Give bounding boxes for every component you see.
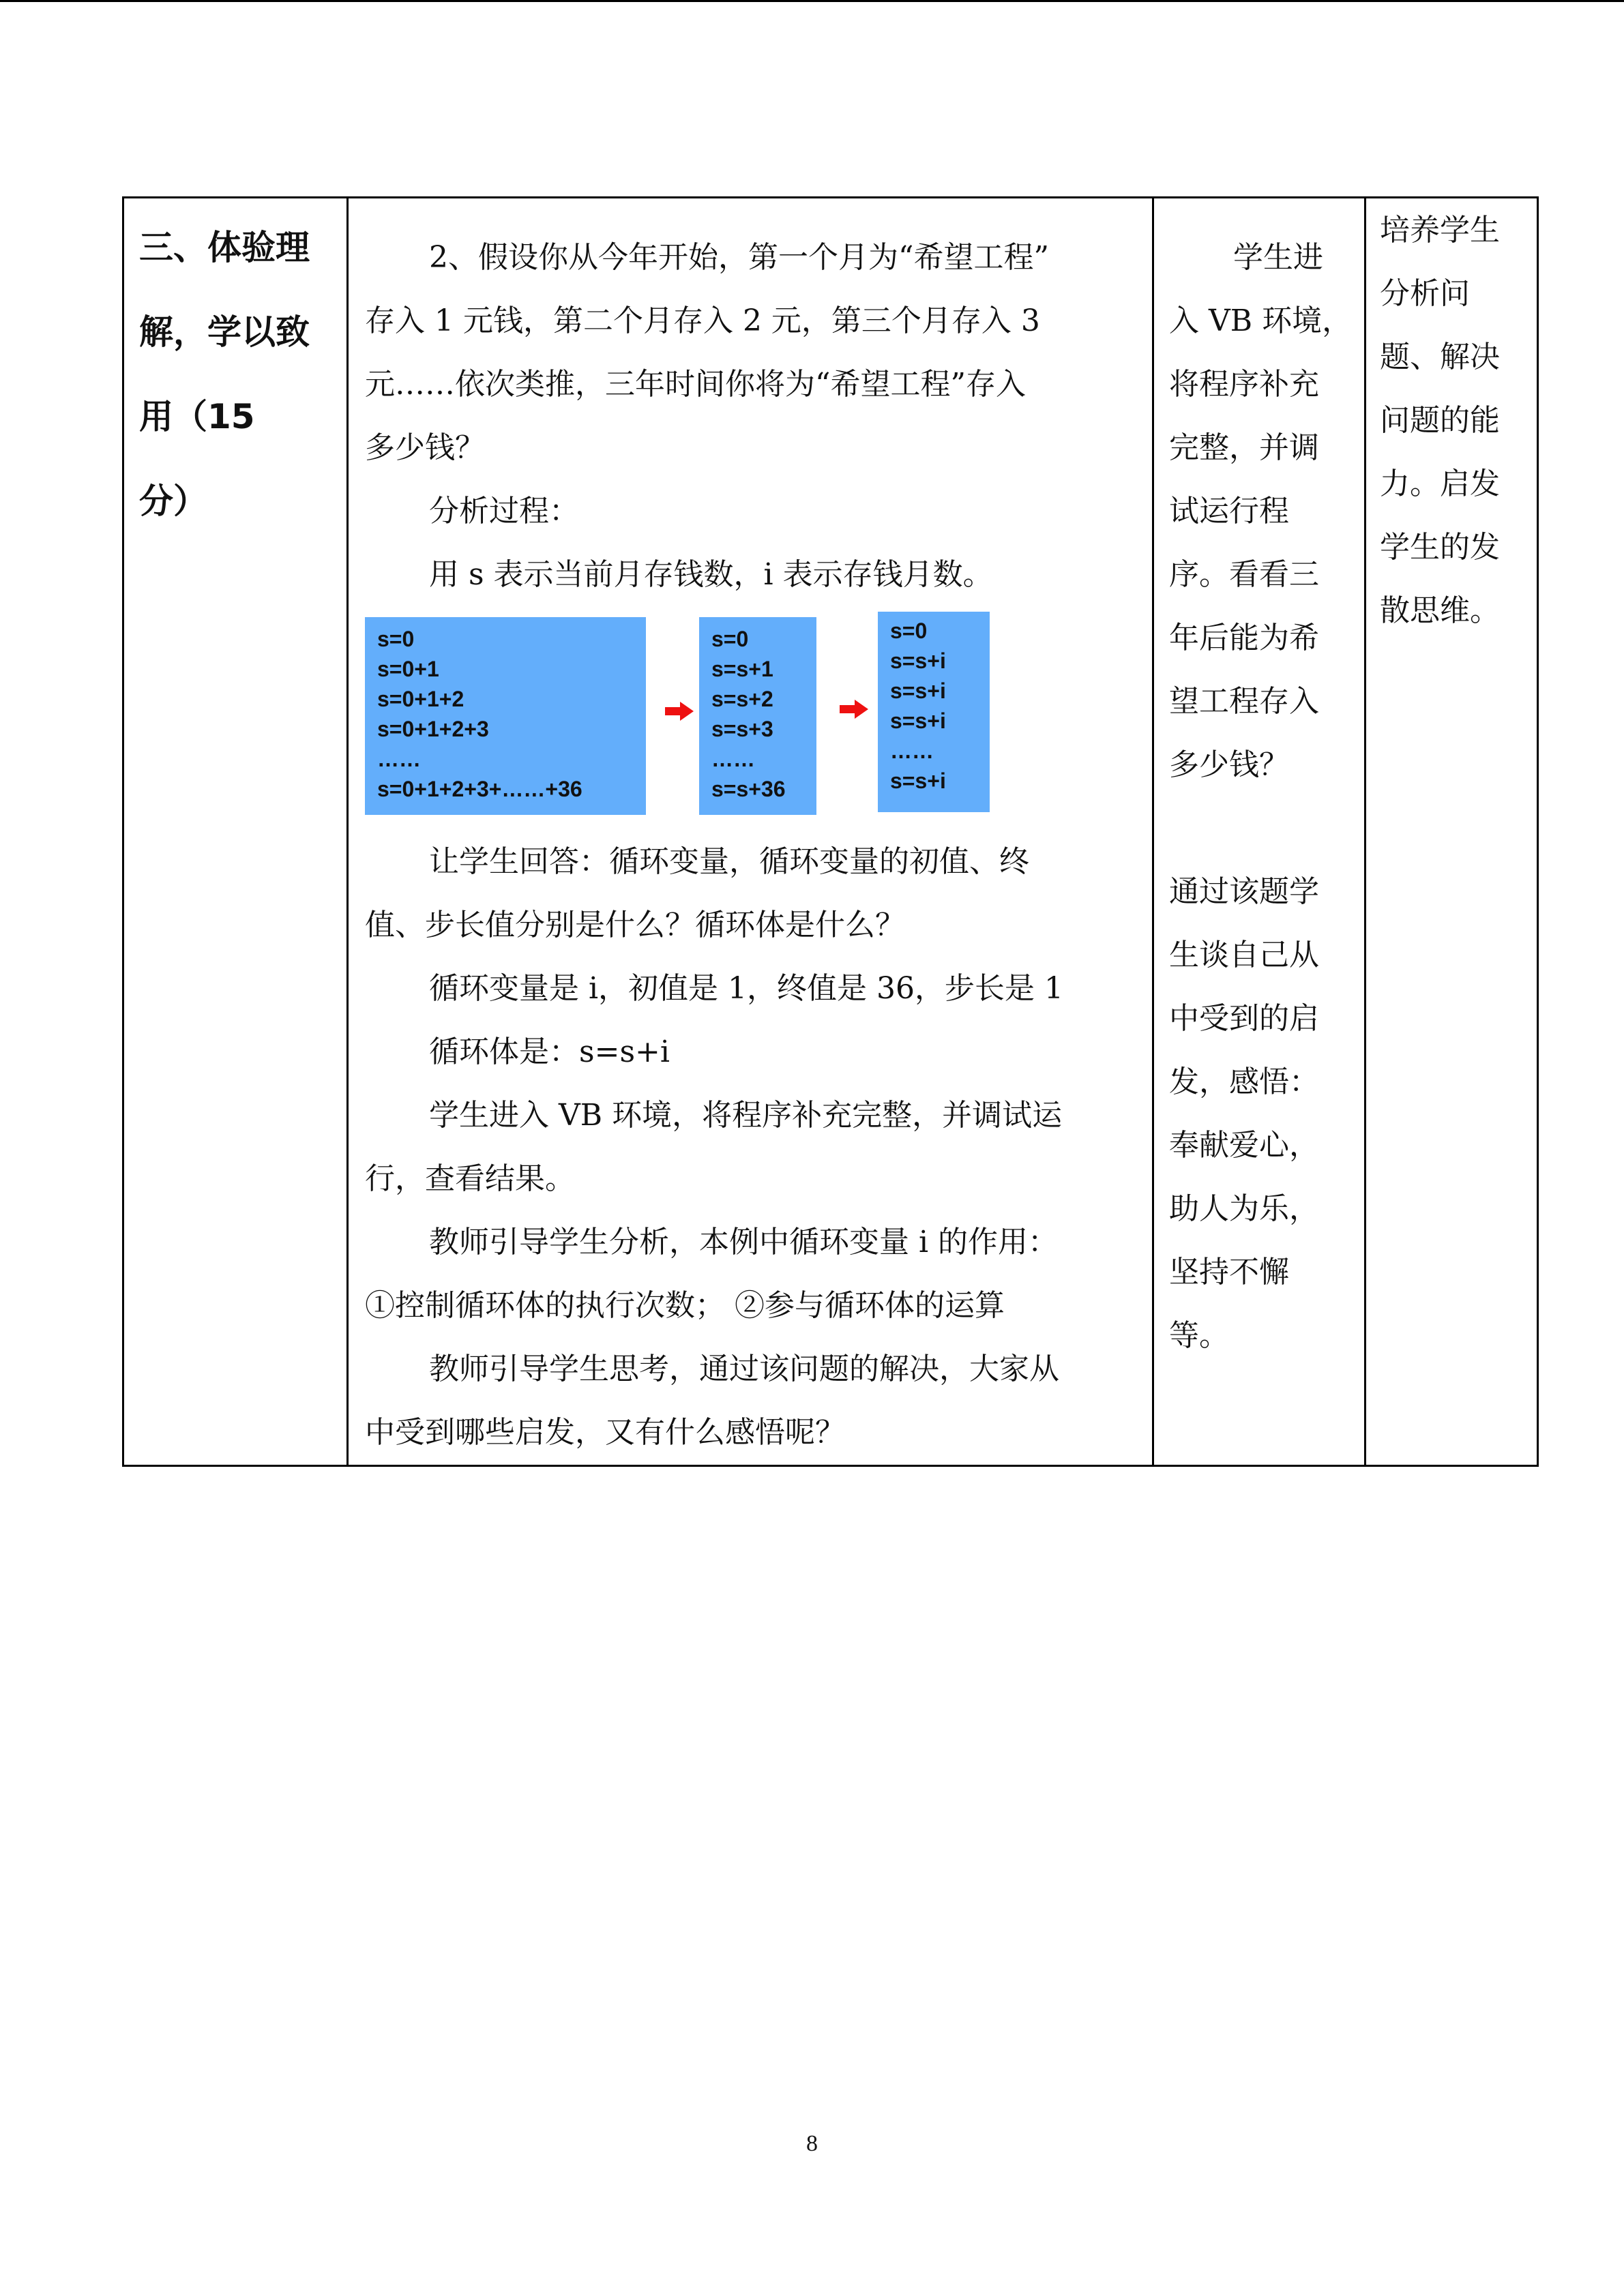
- page-top-border: [0, 0, 1624, 2]
- vb-instruction-line: 学生进入 VB 环境，将程序补充完整，并调试运: [429, 1098, 1063, 1133]
- stage-title: [124, 198, 346, 543]
- guide-analysis-line: ①控制循环体的执行次数； ②参与循环体的运算: [365, 1288, 1005, 1323]
- diagram-line: s=s+i: [890, 648, 946, 673]
- goal-line: 学生的发: [1380, 530, 1500, 565]
- activity-line: 完整，并调: [1169, 430, 1319, 465]
- problem-line: 多少钱？: [365, 430, 485, 465]
- guide-analysis-line: 教师引导学生分析，本例中循环变量 i 的作用：: [429, 1225, 1059, 1259]
- guide-think-line: 中受到哪些启发，又有什么感悟呢？: [365, 1415, 845, 1450]
- problem-line: 元……依次类推，三年时间你将为“希望工程”存入: [365, 367, 1026, 402]
- recurrence-box: [699, 617, 816, 815]
- page-number: 8: [806, 2131, 818, 2156]
- reflection-line: 等。: [1169, 1318, 1229, 1353]
- stage-title-line: 分）: [139, 481, 207, 521]
- activity-line: 入 VB 环境，: [1169, 303, 1353, 338]
- answer-loop-body: 循环体是：s=s+i: [429, 1034, 670, 1069]
- sum-expansion-box: [365, 617, 646, 815]
- goal-line: 力。启发: [1380, 466, 1500, 501]
- lesson-plan-table: [122, 196, 1539, 1467]
- goal-line: 问题的能: [1380, 403, 1500, 438]
- problem-line: 存入 1 元钱，第二个月存入 2 元，第三个月存入 3: [365, 303, 1040, 338]
- goal-line: 分析问: [1380, 276, 1470, 311]
- activity-line: 望工程存入: [1169, 684, 1319, 719]
- analysis-heading: 分析过程：: [429, 494, 579, 528]
- diagram-line: s=s+i: [890, 769, 946, 793]
- reflection-line: 中受到的启: [1169, 1001, 1319, 1036]
- analysis-line: 用 s 表示当前月存钱数，i 表示存钱月数。: [429, 557, 993, 592]
- activity-line: 学生进: [1233, 240, 1323, 275]
- loop-body-box: [878, 612, 990, 812]
- right-arrow-icon: [840, 698, 868, 720]
- diagram-line: s=0+1+2: [377, 687, 464, 711]
- activity-line: 序。看看三: [1169, 557, 1319, 592]
- student-activity-cell: [1153, 198, 1365, 1466]
- right-arrow-icon: [665, 700, 694, 722]
- goal-line: 培养学生: [1380, 213, 1500, 248]
- goal-line: 散思维。: [1380, 593, 1500, 628]
- reflection-line: 奉献爱心，: [1169, 1128, 1319, 1163]
- accumulation-diagram: [365, 612, 1137, 830]
- activity-line: 将程序补充: [1169, 367, 1319, 402]
- diagram-line: ……: [711, 747, 755, 771]
- diagram-line: s=0+1+2+3+……+36: [377, 777, 582, 801]
- diagram-line: s=0: [890, 618, 928, 643]
- diagram-line: s=s+i: [890, 679, 946, 703]
- stage-title-line: 用（15: [139, 397, 255, 436]
- diagram-line: s=s+3: [711, 717, 773, 741]
- reflection-line: 通过该题学: [1169, 874, 1319, 909]
- diagram-line: s=0: [377, 627, 415, 651]
- question-line: 值、步长值分别是什么？循环体是什么？: [365, 908, 905, 942]
- reflection-line: 发，感悟：: [1169, 1064, 1319, 1099]
- diagram-line: ……: [890, 739, 934, 763]
- diagram-line: s=s+1: [711, 657, 773, 681]
- diagram-line: s=s+2: [711, 687, 773, 711]
- answer-variable: 循环变量是 i，初值是 1，终值是 36，步长是 1: [429, 971, 1063, 1006]
- vb-instruction-line: 行，查看结果。: [365, 1161, 575, 1196]
- table-row: [123, 198, 1538, 1466]
- diagram-line: s=0+1+2+3: [377, 717, 489, 741]
- question-line: 让学生回答：循环变量，循环变量的初值、终: [429, 844, 1029, 879]
- diagram-line: s=0+1: [377, 657, 439, 681]
- stage-title-line: 三、体验理: [139, 228, 310, 267]
- teaching-content-cell: [348, 198, 1153, 1466]
- diagram-line: s=s+i: [890, 709, 946, 733]
- activity-line: 多少钱？: [1169, 747, 1289, 782]
- stage-cell: [123, 198, 348, 1466]
- spacer: [1169, 796, 1355, 860]
- diagram-line: s=s+36: [711, 777, 786, 801]
- reflection-line: 生谈自己从: [1169, 938, 1319, 972]
- problem-line: 2、假设你从今年开始，第一个月为“希望工程”: [429, 240, 1049, 275]
- reflection-line: 助人为乐，: [1169, 1191, 1319, 1226]
- activity-line: 试运行程: [1169, 494, 1289, 528]
- stage-title-line: 解，学以致: [139, 312, 310, 352]
- reflection-line: 坚持不懈: [1169, 1255, 1289, 1289]
- activity-line: 年后能为希: [1169, 621, 1319, 655]
- diagram-line: s=0: [711, 627, 749, 651]
- design-intent-cell: [1365, 198, 1538, 1466]
- guide-think-line: 教师引导学生思考，通过该问题的解决，大家从: [429, 1352, 1059, 1386]
- diagram-line: ……: [377, 747, 421, 771]
- goal-line: 题、解决: [1380, 340, 1500, 374]
